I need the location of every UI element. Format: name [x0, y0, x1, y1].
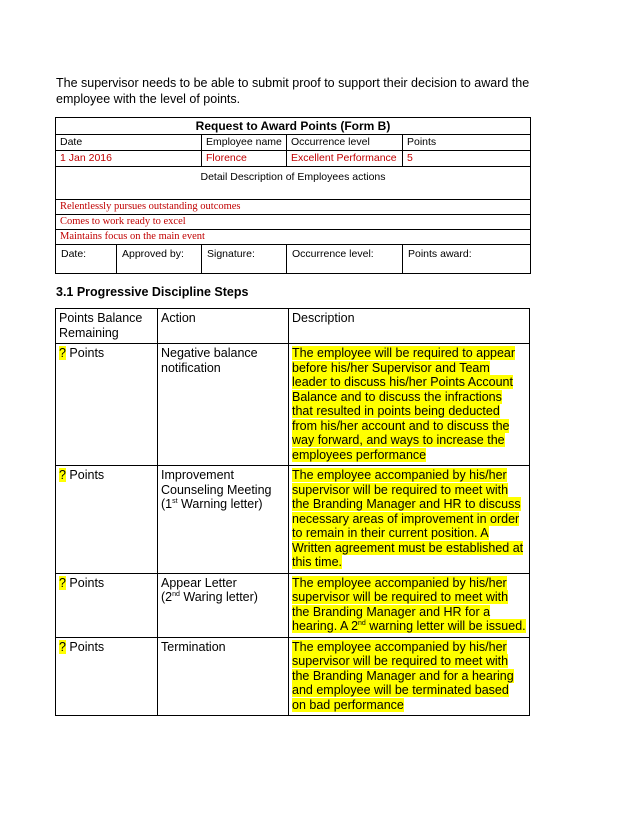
action-text: (2 — [161, 590, 173, 604]
action-cell: Termination — [158, 637, 289, 716]
form-b-detail-heading: Detail Description of Employees actions — [56, 167, 531, 200]
description-cell — [289, 573, 530, 637]
points-placeholder: ? — [59, 575, 66, 590]
form-b-header-employee-visible: Employee name — [202, 135, 287, 151]
description-cell — [289, 637, 530, 716]
points-cell — [56, 573, 158, 637]
form-b-title: Request to Award Points (Form B) — [56, 118, 531, 135]
form-b-occurrence-value: Excellent Performance — [287, 151, 403, 167]
points-placeholder: ? — [59, 346, 66, 360]
form-b-action-item: Relentlessly pursues outstanding outcomes — [56, 200, 531, 215]
action-cell: Negative balance notification — [158, 344, 289, 466]
table-row — [56, 344, 530, 466]
form-b-signoff-occurrence: Occurrence level: — [287, 245, 403, 274]
section-title: 3.1 Progressive Discipline Steps — [56, 285, 249, 299]
form-b-signoff-date: Date: — [56, 245, 117, 274]
action-cell — [158, 573, 289, 637]
form-b-action-item: Maintains focus on the main event — [56, 230, 531, 245]
points-label: Points — [65, 639, 105, 654]
form-b-header-row — [56, 135, 531, 151]
form-b-signoff-points: Points award: — [403, 245, 531, 274]
action-text-end: Waring letter) — [179, 590, 258, 604]
description-text: The employee accompanied by his/her supervisor will be required to meet with the Branding Manager and for a hearing and employee will be terminated based on bad performance — [292, 639, 514, 712]
form-b-action-item: Comes to work ready to excel — [56, 215, 531, 230]
form-b-table — [55, 117, 531, 274]
form-b-signoff-row — [56, 245, 531, 274]
points-cell — [56, 466, 158, 574]
points-cell — [56, 637, 158, 716]
description-text: The employee accompanied by his/her supervisor will be required to meet with the Branding Manager and HR to discuss necessary areas of improvement in order to remain in their current position. A Written agreement must be established at this time. — [292, 468, 524, 569]
points-label: Points — [65, 346, 105, 360]
table-row — [56, 466, 530, 574]
form-b-header-points: Points — [403, 135, 531, 151]
description-superscript: nd — [358, 620, 366, 627]
points-cell — [56, 344, 158, 466]
table-row — [56, 637, 530, 716]
description-text-end: warning letter will be issued. — [365, 619, 526, 633]
header-action: Action — [158, 309, 289, 344]
description-text: The employee will be required to appear before his/her Supervisor and Team leader to discuss his/her Points Account Balance and to discuss the infractions that resulted in points being deducted from his/her account and to discuss the way forward, and ways to increase the employees performance — [292, 346, 516, 462]
form-b-date-value: 1 Jan 2016 — [56, 151, 202, 167]
form-b-header-date: Date — [56, 135, 202, 151]
action-cell — [158, 466, 289, 574]
discipline-table — [55, 308, 530, 716]
action-text-line1: Appear Letter — [161, 575, 237, 590]
action-superscript: st — [172, 498, 178, 505]
table-row — [56, 573, 530, 637]
action-text: Improvement Counseling Meeting (1 — [161, 468, 272, 511]
form-b-signoff-signature: Signature: — [202, 245, 287, 274]
points-placeholder: ? — [59, 639, 66, 654]
points-label: Points — [65, 468, 105, 482]
action-text-end: Warning letter) — [177, 497, 263, 511]
form-b-points-value: 5 — [403, 151, 531, 167]
description-text-start: The employee accompanied by his/her supervisor will be required to meet with the Branding Manager and HR for a hearing. A 2 — [292, 575, 509, 633]
discipline-header-row — [56, 309, 530, 344]
description-cell — [289, 466, 530, 574]
points-label: Points — [65, 575, 105, 590]
form-b-value-row — [56, 151, 531, 167]
action-superscript: nd — [172, 591, 180, 598]
form-b-employee-value: Florence — [202, 151, 287, 167]
description-cell — [289, 344, 530, 466]
header-points-balance: Points Balance Remaining — [56, 309, 158, 344]
header-description: Description — [289, 309, 530, 344]
points-placeholder: ? — [59, 468, 66, 482]
form-b-signoff-approved: Approved by: — [117, 245, 202, 274]
intro-paragraph: The supervisor needs to be able to submit proof to support their decision to award the employee with the level of points. — [56, 76, 530, 106]
description-text — [292, 576, 526, 634]
form-b-header-occurrence: Occurrence level — [287, 135, 403, 151]
